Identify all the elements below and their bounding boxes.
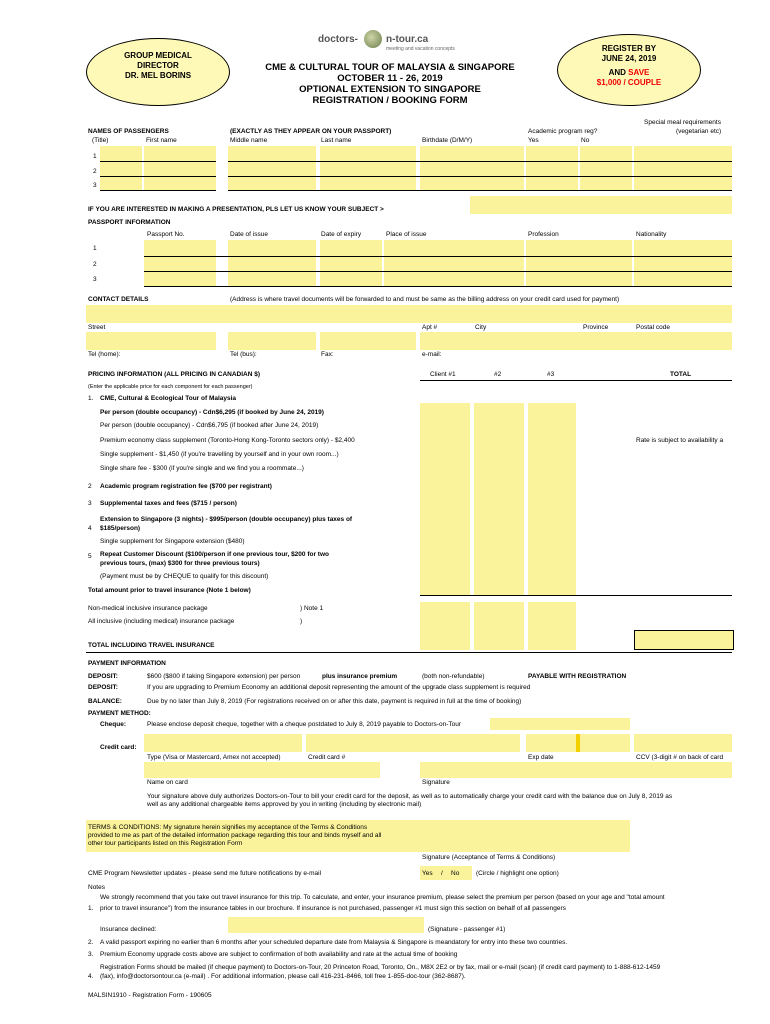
client1-price-column[interactable]: [420, 403, 470, 595]
deposit-label-2: DEPOSIT:: [88, 684, 118, 691]
newsletter-text: CME Program Newsletter updates - please send me future notifications by e-mail: [88, 870, 322, 877]
section5-line2: previous tours, (max) $300 for three previous tours): [100, 560, 260, 567]
cheque-field[interactable]: [490, 718, 630, 730]
logo-tagline: meeting and vacation concepts: [386, 46, 455, 52]
deposit-insurance: plus insurance premium: [322, 673, 398, 680]
card-ccv-field[interactable]: [634, 734, 732, 752]
passport-place-field[interactable]: [384, 240, 524, 286]
passport-expiry-field[interactable]: [320, 240, 382, 286]
pricing-heading: PRICING INFORMATION (ALL PRICING IN CANADIAN $): [88, 371, 261, 378]
card-type-field[interactable]: [144, 734, 302, 752]
passport-nationality-field[interactable]: [634, 240, 732, 286]
section1-title: CME, Cultural & Ecological Tour of Malaysia: [100, 395, 237, 402]
email-label: e-mail:: [422, 351, 442, 358]
logo-text-right: n-tour.ca: [386, 34, 429, 45]
passenger-title-field[interactable]: [100, 146, 142, 190]
passport-no-field[interactable]: [144, 240, 216, 286]
cheque-text: Please enclose deposit cheque, together with a cheque postdated to July 8, 2019 payable to Doctors-on-Tour: [147, 721, 462, 728]
title-col-label: (Title): [92, 137, 109, 144]
note1-line1: We strongly recommend that you take out travel insurance for this trip. To calculate, and enter, your insurance premium, please select the premium per person (based on your age and "total amount: [100, 894, 665, 901]
price-line: Single share fee - $300 (if you're single and we find you a roommate...): [100, 465, 304, 472]
section1-num: 1.: [88, 395, 94, 402]
enter-note: (Enter the applicable price for each component for each passenger): [88, 384, 253, 390]
passport-no-label: Passport No.: [147, 231, 185, 238]
passport-row-num: 2: [93, 261, 97, 268]
fax-label: Fax:: [321, 351, 334, 358]
register-savings: $1,000 / COUPLE: [596, 78, 662, 87]
insurance1-label: Non-medical inclusive insurance package: [88, 605, 208, 612]
email-field[interactable]: [420, 332, 732, 350]
last-name-label: Last name: [321, 137, 352, 144]
grand-total-field[interactable]: [634, 630, 734, 650]
director-line2: DIRECTOR: [137, 61, 179, 70]
tel-bus-field[interactable]: [228, 332, 316, 350]
client2-insurance-column[interactable]: [474, 602, 524, 650]
note2-text: A valid passport expiring no earlier than 6 months after your scheduled departure date from Malaysia & Singapore is meandatory for entry into these two countries.: [100, 939, 568, 946]
tel-home-label: Tel (home):: [88, 351, 121, 358]
client1-label: Client #1: [430, 371, 456, 378]
terms-line2: provided to me as part of the detailed information package regarding this tour and binds myself and all: [88, 832, 382, 839]
newsletter-no[interactable]: No: [451, 870, 460, 877]
passport-nationality-label: Nationality: [636, 231, 667, 238]
name-on-card-label: Name on card: [147, 779, 188, 786]
total-insurance-label: TOTAL INCLUDING TRAVEL INSURANCE: [88, 642, 215, 649]
availability-note: Rate is subject to availability a: [636, 437, 724, 444]
authorization-line1: Your signature above duly authorizes Doctors-on-Tour to bill your credit card for the deposit, as well as to automatically charge your credit card with the balance due on July 8, 2019 as: [147, 793, 673, 800]
newsletter-slash: /: [441, 870, 443, 877]
title-line2: OCTOBER 11 - 26, 2019: [337, 73, 443, 84]
tel-bus-label: Tel (bus):: [230, 351, 257, 358]
passport-profession-label: Profession: [528, 231, 559, 238]
note2-num: 2.: [88, 939, 94, 946]
postal-label: Postal code: [636, 324, 670, 331]
city-label: City: [475, 324, 487, 331]
contact-heading: CONTACT DETAILS: [88, 296, 149, 303]
tel-home-field[interactable]: [86, 332, 216, 350]
passport-issue-label: Date of issue: [230, 231, 268, 238]
balance-label: BALANCE:: [88, 698, 122, 705]
card-number-field[interactable]: [306, 734, 520, 752]
section4-line1: Extension to Singapore (3 nights) - $995/person (double occupancy) plus taxes of: [100, 516, 353, 523]
passengers-heading: NAMES OF PASSENGERS: [88, 128, 169, 135]
passport-expiry-label: Date of expiry: [321, 231, 362, 238]
section3-num: 3: [88, 500, 92, 507]
birthdate-label: Birthdate (D/M/Y): [422, 137, 473, 144]
insurance2-note: ): [300, 618, 303, 625]
section5-num: 5: [88, 553, 92, 560]
section4-single: Single supplement for Singapore extension ($480): [100, 538, 245, 545]
note4-line2: (fax), info@doctorsontour.ca (e-mail) . For additional information, please call 416-231-8466, toll free 1-855-doc-tour (362-8687).: [100, 973, 466, 980]
deposit-payable: PAYABLE WITH REGISTRATION: [528, 673, 627, 680]
special-meal-note: (vegetarian etc): [676, 128, 722, 135]
first-name-label: First name: [146, 137, 177, 144]
contact-note: (Address is where travel documents will be forwarded to and must be same as the billing address on your credit card used for payment): [230, 296, 620, 303]
total-prior-label: Total amount prior to travel insurance (Note 1 below): [88, 587, 251, 594]
deposit-label: DEPOSIT:: [88, 673, 118, 680]
payment-method-label: PAYMENT METHOD:: [88, 710, 151, 717]
logo-text-left: doctors-: [318, 34, 358, 45]
passenger-row-num: 2: [93, 168, 97, 175]
newsletter-circle-note: (Circle / highlight one option): [476, 870, 559, 877]
passenger-birthdate-field[interactable]: [420, 146, 524, 190]
note3-num: 3.: [88, 951, 94, 958]
insurance-declined-signature-field[interactable]: [228, 917, 424, 933]
register-line2: JUNE 24, 2019: [601, 54, 657, 63]
passport-issue-field[interactable]: [228, 240, 316, 286]
presentation-subject-field[interactable]: [470, 196, 732, 214]
section5-note: (Payment must be by CHEQUE to qualify for this discount): [100, 573, 269, 580]
price-line: Per person (double occupancy) - Cdn$6,795 (if booked after June 24, 2019): [100, 422, 319, 429]
insurance2-label: All inclusive (including medical) insurance package: [88, 618, 235, 625]
title-line3: OPTIONAL EXTENSION TO SINGAPORE: [299, 84, 481, 95]
credit-card-label: Credit card:: [100, 744, 137, 751]
presentation-note: IF YOU ARE INTERESTED IN MAKING A PRESENTATION, PLS LET US KNOW YOUR SUBJECT >: [88, 206, 384, 213]
price-line: Per person (double occupancy) - Cdn$6,295 (if booked by June 24, 2019): [100, 409, 324, 416]
authorization-line2: well as any additional chargeable items approved by you in writing (including by electronic mail): [147, 801, 422, 808]
passport-place-label: Place of issue: [386, 231, 427, 238]
passenger-middle-name-field[interactable]: [228, 146, 316, 190]
insurance-declined-label: Insurance declined:: [100, 926, 157, 933]
title-line4: REGISTRATION / BOOKING FORM: [312, 95, 468, 106]
academic-yes-label: Yes: [528, 137, 539, 144]
card-ccv-label: CCV (3-digit # on back of card: [636, 754, 724, 761]
signature-label: Signature: [422, 779, 450, 786]
director-line1: GROUP MEDICAL: [124, 51, 192, 60]
terms-line1: TERMS & CONDITIONS: My signature herein signifies my acceptance of the Terms & Conditions: [88, 824, 368, 831]
balance-text: Due by no later than July 8, 2019 (For registrations received on or after this date, payment is required in full at the time of booking): [147, 698, 522, 705]
passenger-meal-field[interactable]: [634, 146, 732, 190]
deposit-upgrade: If you are upgrading to Premium Economy an additional deposit representing the amount of the upgrade class supplement is required: [147, 684, 531, 691]
passport-row-num: 1: [93, 245, 97, 252]
title-line1: CME & CULTURAL TOUR OF MALAYSIA & SINGAPORE: [265, 62, 515, 73]
register-and: AND: [608, 68, 629, 77]
section2-title: Academic program registration fee ($700 per registrant): [100, 483, 272, 490]
total-label: TOTAL: [670, 371, 692, 378]
form-title: [240, 62, 540, 106]
note1-num: 1.: [88, 905, 94, 912]
name-on-card-field[interactable]: [144, 762, 380, 778]
price-line: Premium economy class supplement (Toronto-Hong Kong-Toronto sectors only) - $2,400: [100, 437, 355, 444]
card-type-label: Type (Visa or Mastercard, Amex not accepted): [147, 754, 281, 761]
passenger-row-num: 3: [93, 182, 97, 189]
note3-text: Premium Economy upgrade costs above are subject to confirmation of both availability and rate at the actual time of booking: [100, 951, 458, 958]
card-divider: [576, 734, 580, 752]
client2-label: #2: [494, 371, 502, 378]
director-line3: DR. MEL BORINS: [124, 71, 192, 80]
passport-row-num: 3: [93, 276, 97, 283]
cheque-label: Cheque:: [100, 721, 126, 728]
note1-line2: prior to travel insurance") from the insurance tables in our brochure. If insurance is not purchased, passenger #1 must sign this section on behalf of all passengers: [100, 905, 566, 912]
passport-heading: PASSPORT INFORMATION: [88, 219, 171, 226]
passenger-last-name-field[interactable]: [320, 146, 416, 190]
academic-no-label: No: [581, 137, 590, 144]
newsletter-yes[interactable]: Yes: [422, 870, 433, 877]
passport-profession-field[interactable]: [526, 240, 632, 286]
client3-price-column[interactable]: [528, 403, 576, 595]
section2-num: 2: [88, 483, 92, 490]
passenger-row-num: 1: [93, 153, 97, 160]
terms-signature-label: Signature (Acceptance of Terms & Conditions): [422, 854, 556, 861]
note4-num: 4.: [88, 973, 94, 980]
deposit-text: $600 ($800 if taking Singapore extension) per person: [147, 673, 301, 680]
signature-field[interactable]: [420, 762, 732, 778]
province-label: Province: [583, 324, 609, 331]
form-footer: MALSIN1910 - Registration Form - 190605: [88, 992, 212, 999]
section4-line2: $185/person): [100, 525, 141, 532]
passenger-academic-no-field[interactable]: [580, 146, 632, 190]
street-label: Street: [88, 324, 106, 331]
apt-label: Apt #: [422, 324, 438, 331]
price-line: Single supplement - $1,450 (if you're travelling by yourself and in your own room...): [100, 451, 339, 458]
client3-insurance-column[interactable]: [528, 602, 576, 650]
academic-label: Academic program reg?: [528, 128, 598, 135]
card-number-label: Credit card #: [308, 754, 346, 761]
street-field[interactable]: [86, 305, 732, 323]
passenger1-signature-label: (Signature - passenger #1): [428, 926, 506, 933]
client3-label: #3: [547, 371, 555, 378]
passport-exact-note: (EXACTLY AS THEY APPEAR ON YOUR PASSPORT): [230, 128, 392, 135]
fax-field[interactable]: [320, 332, 416, 350]
terms-line3: other tour participants listed on this Registration Form: [88, 840, 243, 847]
client1-insurance-column[interactable]: [420, 602, 470, 650]
special-meal-label: Special meal requirements: [644, 119, 721, 126]
card-exp-label: Exp date: [528, 754, 554, 761]
deposit-nonrefund: (both non-refundable): [422, 673, 485, 680]
notes-heading: Notes: [88, 884, 105, 891]
register-line1: REGISTER BY: [601, 44, 657, 53]
payment-heading: PAYMENT INFORMATION: [88, 660, 166, 667]
insurance1-note: ) Note 1: [300, 605, 324, 612]
passenger-first-name-field[interactable]: [144, 146, 216, 190]
passenger-academic-yes-field[interactable]: [526, 146, 578, 190]
globe-icon: [364, 30, 382, 48]
section4-num: 4: [88, 525, 92, 532]
logo: [318, 30, 468, 58]
section5-line1: Repeat Customer Discount ($100/person if one previous tour, $200 for two: [100, 551, 329, 558]
register-save: SAVE: [628, 68, 650, 77]
middle-name-label: Middle name: [230, 137, 268, 144]
section3-title: Supplemental taxes and fees ($715 / person): [100, 500, 237, 507]
note4-line1: Registration Forms should be mailed (if cheque payment) to Doctors-on-Tour, 20 Princeton Road, Toronto, On., M8X 2E2 or by fax, mail or e-mail (scan) (if credit card payment) to 1-888-612-1459: [100, 964, 661, 971]
client2-price-column[interactable]: [474, 403, 524, 595]
